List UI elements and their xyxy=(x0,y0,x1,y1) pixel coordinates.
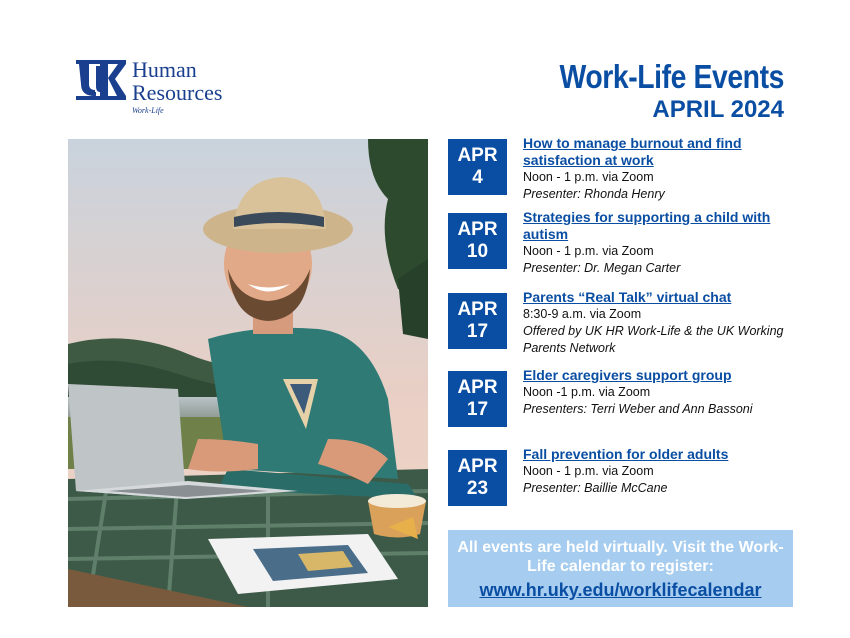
event-day: 17 xyxy=(466,399,489,420)
event-day: 23 xyxy=(466,478,489,499)
event-month: APR xyxy=(457,299,498,320)
event-date-badge xyxy=(448,293,507,349)
page-header xyxy=(523,60,784,124)
logo-org-line2: Resources xyxy=(132,80,223,105)
event-month: APR xyxy=(457,219,498,240)
logo-org-line1: Human xyxy=(132,57,197,82)
event-presenter: Presenter: Dr. Megan Carter xyxy=(523,261,681,275)
banner-text: All events are held virtually. Visit the Work-Life calendar to register: xyxy=(457,539,784,575)
event-date-badge xyxy=(448,371,507,427)
event-day: 4 xyxy=(472,167,483,188)
event-presenter: Presenter: Rhonda Henry xyxy=(523,187,665,201)
event-date-badge xyxy=(448,139,507,195)
hero-photo xyxy=(68,139,428,607)
page-title: Work-Life Events xyxy=(559,58,784,95)
event-month: APR xyxy=(457,377,498,398)
event-time: Noon - 1 p.m. via Zoom xyxy=(523,170,654,184)
page-subtitle: APRIL 2024 xyxy=(652,96,784,123)
event-title-link[interactable]: Parents “Real Talk” virtual chat xyxy=(523,289,732,305)
uk-hr-logo xyxy=(76,58,246,120)
event-presenter: Presenter: Baillie McCane xyxy=(523,481,668,495)
register-banner xyxy=(448,530,793,607)
calendar-link[interactable]: www.hr.uky.edu/worklifecalendar xyxy=(479,580,762,600)
event-title-link[interactable]: How to manage burnout and find satisfaction at work xyxy=(523,135,742,168)
event-date-badge xyxy=(448,213,507,269)
event-title-link[interactable]: Strategies for supporting a child with autism xyxy=(523,209,771,242)
event-month: APR xyxy=(457,145,498,166)
event-month: APR xyxy=(457,456,498,477)
event-time: Noon -1 p.m. via Zoom xyxy=(523,385,651,399)
event-presenter: Offered by UK HR Work-Life & the UK Working Parents Network xyxy=(523,324,784,355)
event-date-badge xyxy=(448,450,507,506)
event-title-link[interactable]: Elder caregivers support group xyxy=(523,367,732,383)
logo-text xyxy=(132,58,222,104)
event-time: Noon - 1 p.m. via Zoom xyxy=(523,244,654,258)
event-time: 8:30-9 a.m. via Zoom xyxy=(523,307,642,321)
event-day: 17 xyxy=(466,321,489,342)
logo-subtext: Work-Life xyxy=(132,106,164,115)
event-day: 10 xyxy=(466,241,489,262)
uk-logo-icon xyxy=(76,58,126,102)
event-presenter: Presenters: Terri Weber and Ann Bassoni xyxy=(523,402,753,416)
event-title-link[interactable]: Fall prevention for older adults xyxy=(523,446,729,462)
event-time: Noon - 1 p.m. via Zoom xyxy=(523,464,654,478)
